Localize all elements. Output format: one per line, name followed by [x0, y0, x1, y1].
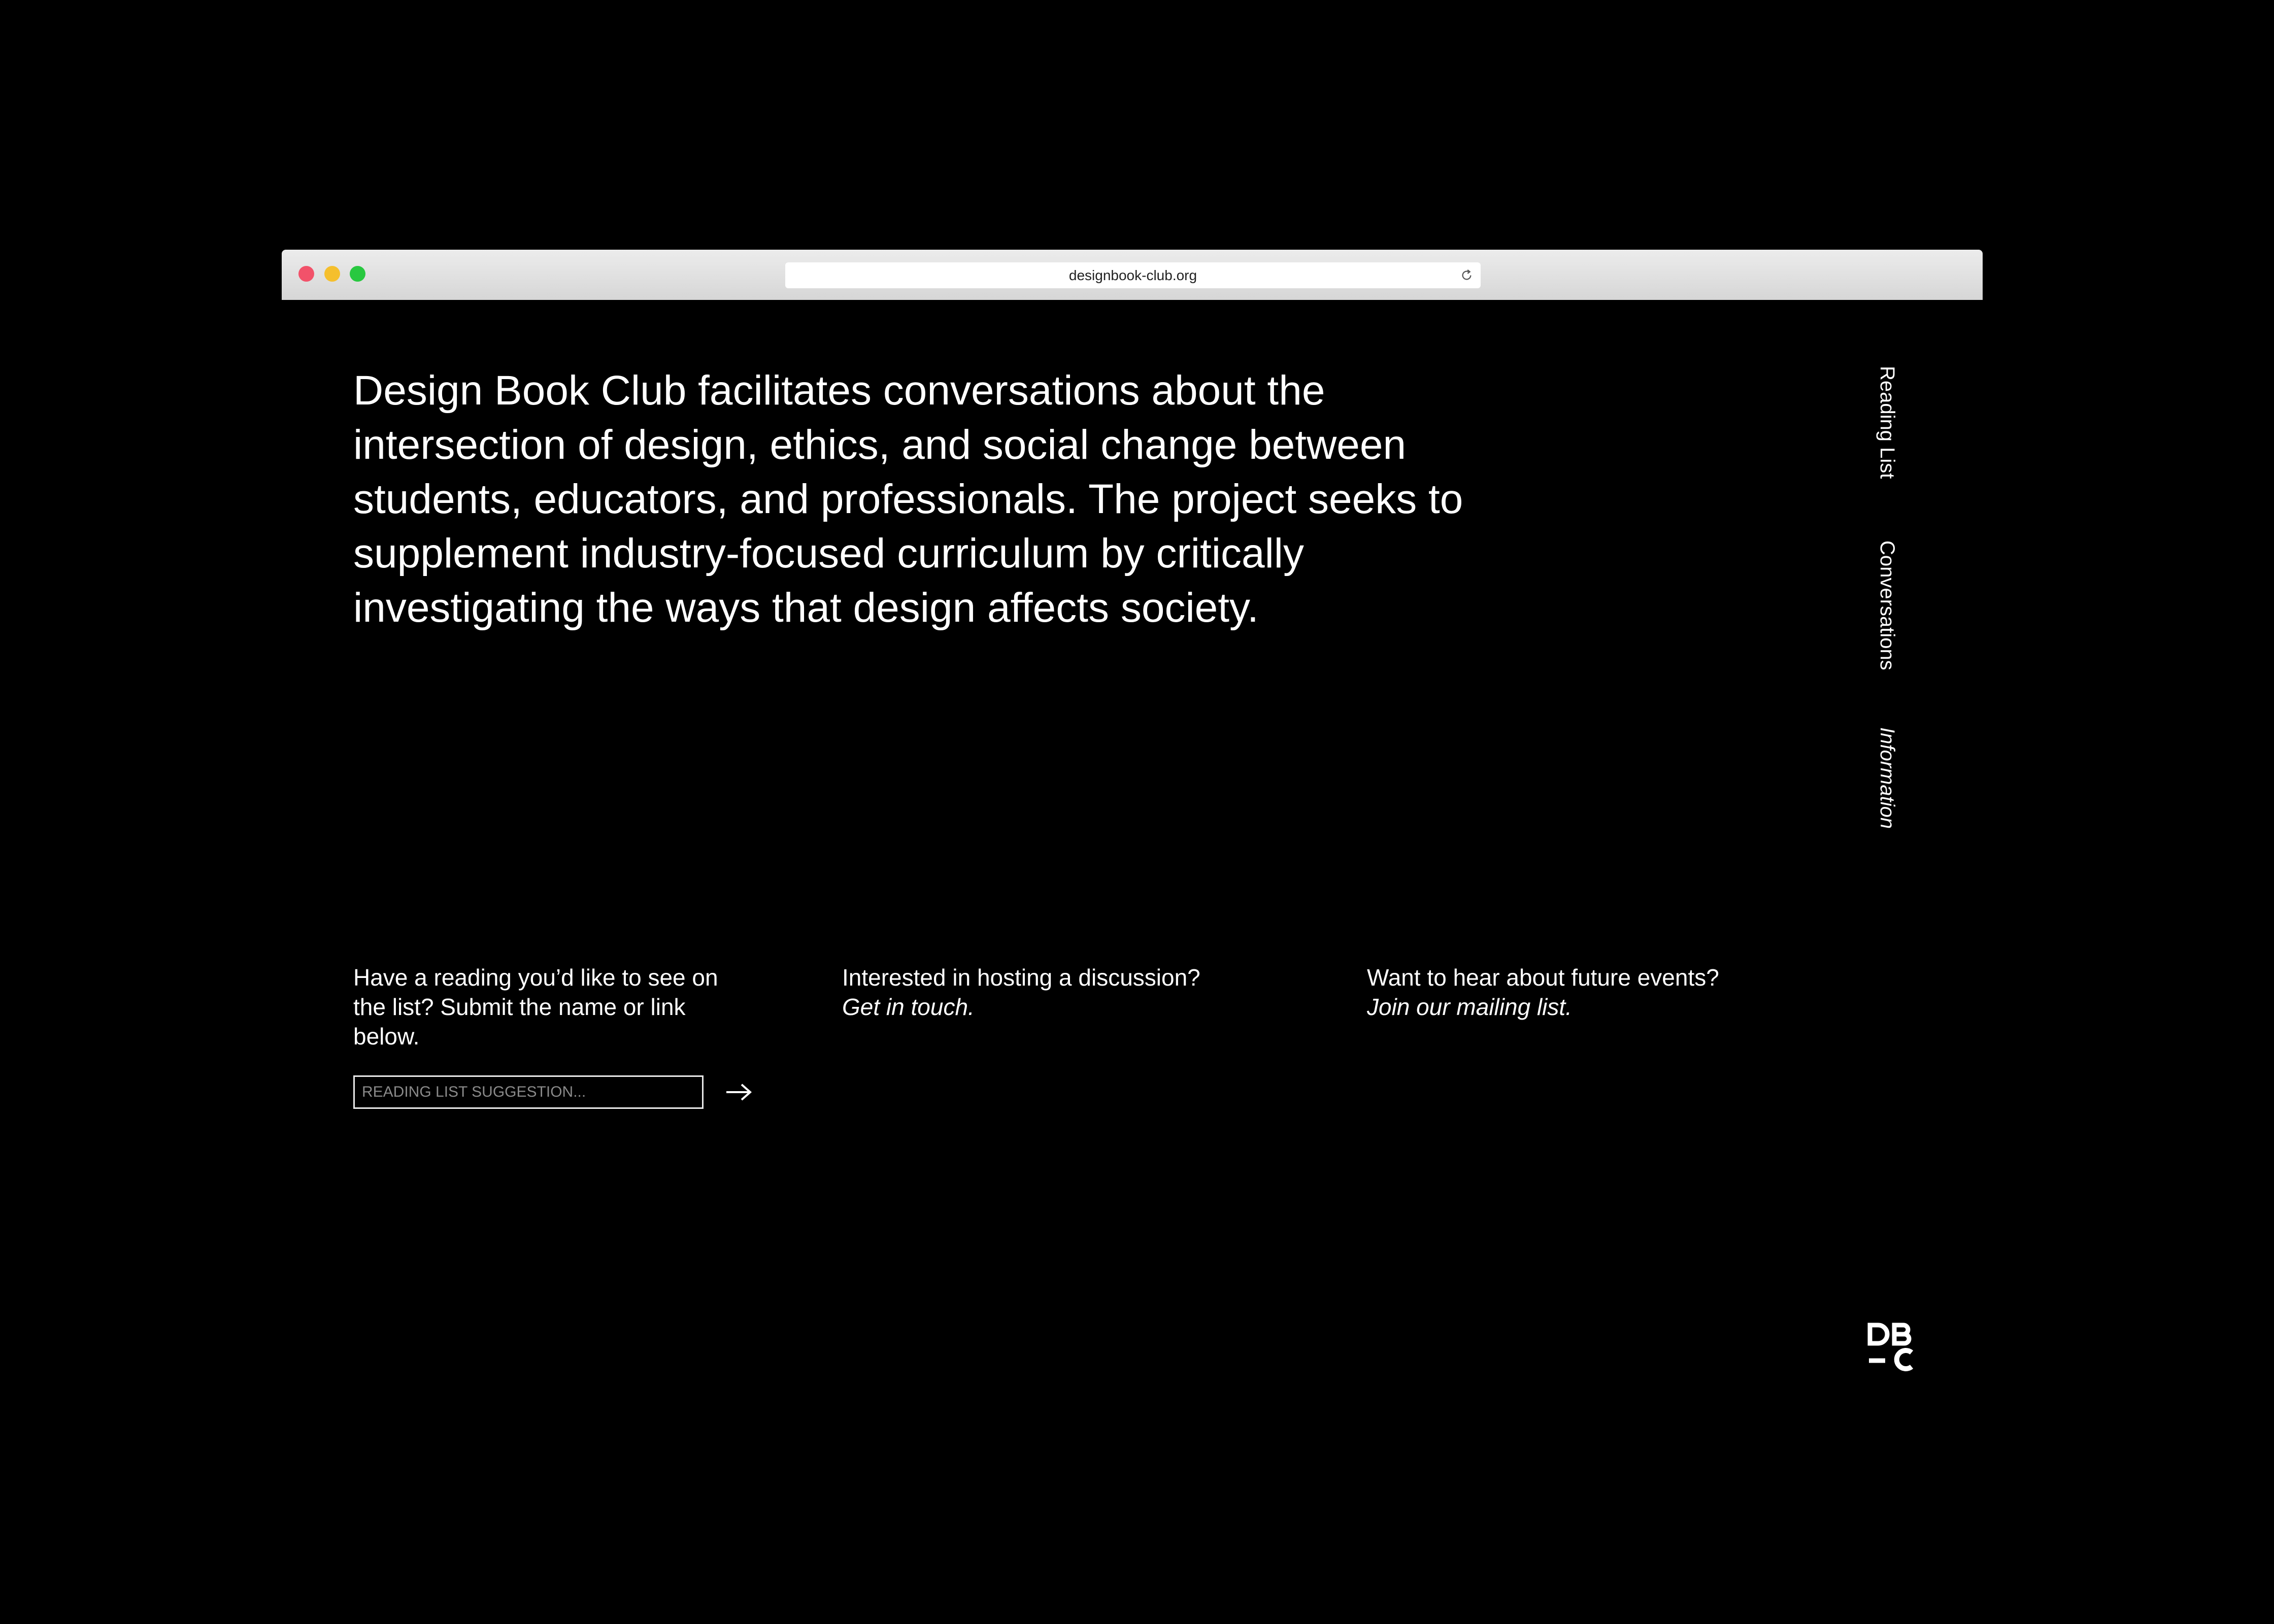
page-content	[282, 300, 1983, 1518]
suggest-column	[353, 963, 754, 1051]
browser-toolbar	[282, 250, 1983, 300]
nav-information[interactable]: Information	[1876, 727, 1898, 829]
nav-conversations[interactable]: Conversations	[1876, 540, 1898, 670]
reload-icon[interactable]	[1460, 268, 1474, 282]
arrow-right-icon[interactable]	[723, 1080, 755, 1104]
events-text: Want to hear about future events?	[1367, 964, 1719, 991]
nav-reading-list[interactable]: Reading List	[1876, 366, 1898, 479]
address-bar[interactable]	[785, 262, 1481, 288]
maximize-window-button[interactable]	[350, 266, 365, 282]
reading-suggestion-input[interactable]	[353, 1075, 704, 1109]
browser-window	[282, 250, 1983, 1518]
host-column	[842, 963, 1299, 1022]
host-text: Interested in hosting a discussion?	[842, 964, 1200, 991]
minimize-window-button[interactable]	[324, 266, 340, 282]
events-column	[1367, 963, 1824, 1022]
dbc-logo	[1867, 1321, 1916, 1374]
address-bar-url: designbook-club.org	[1068, 267, 1197, 283]
get-in-touch-link[interactable]: Get in touch.	[842, 994, 975, 1020]
mailing-list-link[interactable]: Join our mailing list.	[1367, 994, 1572, 1020]
close-window-button[interactable]	[298, 266, 314, 282]
suggest-text: Have a reading you’d like to see on the list? Submit the name or link below.	[353, 964, 718, 1050]
intro-paragraph: Design Book Club facilitates conversations about the intersection of design, ethics, and social change between students, educators, and professionals. The project seeks to supplement industry-focused curriculum by critically investigating the ways that design affects society.	[353, 367, 1463, 631]
